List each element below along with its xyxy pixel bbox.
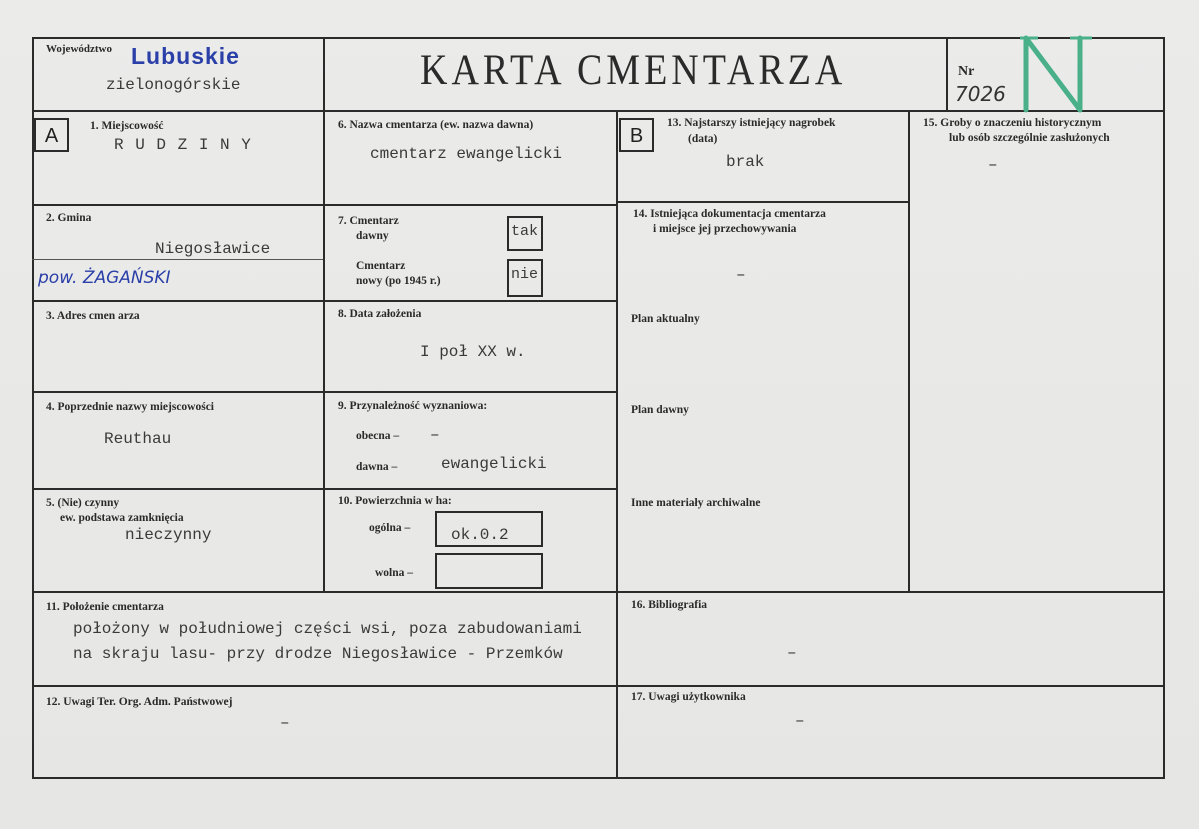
field-8-label: 8. Data założenia bbox=[338, 308, 422, 320]
field-15-label-line1: 15. Groby o znaczeniu historycznym bbox=[923, 117, 1102, 129]
field-7-label-b-line1: Cmentarz bbox=[356, 260, 406, 272]
plan-dawny-label: Plan dawny bbox=[631, 404, 689, 416]
gmina-underline bbox=[32, 259, 323, 260]
divider bbox=[946, 37, 948, 111]
field-14-label-line1: 14. Istniejąca dokumentacja cmentarza bbox=[633, 208, 826, 220]
field-5-label-line1: 5. (Nie) czynny bbox=[46, 497, 120, 509]
wojewodztwo-typed: zielonogórskie bbox=[106, 76, 241, 94]
field-5-value: nieczynny bbox=[125, 526, 212, 544]
field-15-value: – bbox=[988, 156, 998, 174]
section-b-box bbox=[619, 118, 654, 152]
field-2-label: 2. Gmina bbox=[46, 212, 92, 224]
section-a-box bbox=[34, 118, 69, 152]
nr-label: Nr bbox=[958, 64, 975, 79]
field-15-label-line2: lub osób szczególnie zasłużonych bbox=[949, 132, 1110, 144]
field-11-line1: położony w południowej części wsi, poza zabudowaniami bbox=[73, 620, 582, 638]
inne-materialy-label: Inne materiały archiwalne bbox=[631, 497, 761, 509]
field-14-label-line2: i miejsce jej przechowywania bbox=[653, 223, 797, 235]
section-a-letter: A bbox=[44, 125, 59, 147]
field-7-box-b-value: nie bbox=[511, 266, 539, 283]
field-10-label: 10. Powierzchnia w ha: bbox=[338, 495, 452, 507]
plan-aktualny-label: Plan aktualny bbox=[631, 313, 700, 325]
field-10-ogolna-box bbox=[435, 511, 543, 547]
field-10-ogolna-value: ok.0.2 bbox=[451, 526, 509, 544]
field-5-label-line2: ew. podstawa zamknięcia bbox=[60, 512, 184, 524]
field-17-value: – bbox=[795, 712, 805, 730]
divider bbox=[323, 37, 325, 111]
field-9-dawna-value: ewangelicki bbox=[441, 455, 547, 473]
field-13-label-line2: (data) bbox=[688, 133, 718, 145]
page-title: KARTA CMENTARZA bbox=[420, 45, 847, 95]
nr-handwritten: 7026 bbox=[955, 82, 1006, 106]
divider bbox=[32, 110, 1165, 112]
field-6-label: 6. Nazwa cmentarza (ew. nazwa dawna) bbox=[338, 119, 534, 131]
wojewodztwo-stamp: Lubuskie bbox=[131, 43, 240, 69]
field-4-value: Reuthau bbox=[104, 430, 172, 448]
field-7-label-b-line2: nowy (po 1945 r.) bbox=[356, 275, 441, 287]
divider bbox=[32, 591, 1165, 593]
field-1-label: 1. Miejscowość bbox=[90, 120, 164, 132]
field-13-value: brak bbox=[726, 153, 765, 171]
field-7-box-a bbox=[507, 216, 543, 251]
field-7-box-b bbox=[507, 259, 543, 297]
field-6-value: cmentarz ewangelicki bbox=[370, 145, 563, 163]
field-14-value: – bbox=[736, 266, 746, 284]
divider bbox=[908, 110, 910, 592]
field-1-value: R U D Z I N Y bbox=[114, 136, 252, 154]
n-stamp-icon bbox=[1018, 34, 1098, 114]
field-17-label: 17. Uwagi użytkownika bbox=[631, 691, 746, 703]
divider bbox=[323, 110, 325, 592]
divider bbox=[616, 201, 908, 203]
field-9-obecna-value: – bbox=[430, 426, 440, 444]
field-4-label: 4. Poprzednie nazwy miejscowości bbox=[46, 401, 214, 413]
wojewodztwo-label: Województwo bbox=[46, 43, 112, 55]
field-13-label-line1: 13. Najstarszy istniejący nagrobek bbox=[667, 117, 836, 129]
field-12-label: 12. Uwagi Ter. Org. Adm. Państwowej bbox=[46, 696, 233, 708]
field-2-handwritten: pow. ŻAGAŃSKI bbox=[38, 268, 171, 288]
field-7-label-a-line2: dawny bbox=[356, 230, 389, 242]
field-11-line2: na skraju lasu- przy drodze Niegosławice - Przemków bbox=[73, 645, 563, 663]
field-12-value: – bbox=[280, 714, 290, 732]
field-7-box-a-value: tak bbox=[511, 223, 539, 240]
field-9-dawna-label: dawna – bbox=[356, 461, 398, 473]
divider bbox=[616, 110, 618, 779]
section-b-letter: B bbox=[629, 125, 644, 147]
field-3-label: 3. Adres cmen arza bbox=[46, 310, 140, 322]
field-9-obecna-label: obecna – bbox=[356, 430, 400, 442]
field-8-value: I poł XX w. bbox=[420, 343, 526, 361]
field-10-wolna-label: wolna – bbox=[375, 567, 414, 579]
field-10-wolna-box bbox=[435, 553, 543, 589]
field-2-value: Niegosławice bbox=[155, 240, 271, 258]
field-16-label: 16. Bibliografia bbox=[631, 599, 708, 611]
field-10-ogolna-label: ogólna – bbox=[369, 522, 411, 534]
divider bbox=[32, 685, 1165, 687]
field-11-label: 11. Położenie cmentarza bbox=[46, 601, 164, 613]
field-9-label: 9. Przynależność wyznaniowa: bbox=[338, 400, 488, 412]
field-7-label-a-line1: 7. Cmentarz bbox=[338, 215, 399, 227]
field-16-value: – bbox=[787, 644, 797, 662]
